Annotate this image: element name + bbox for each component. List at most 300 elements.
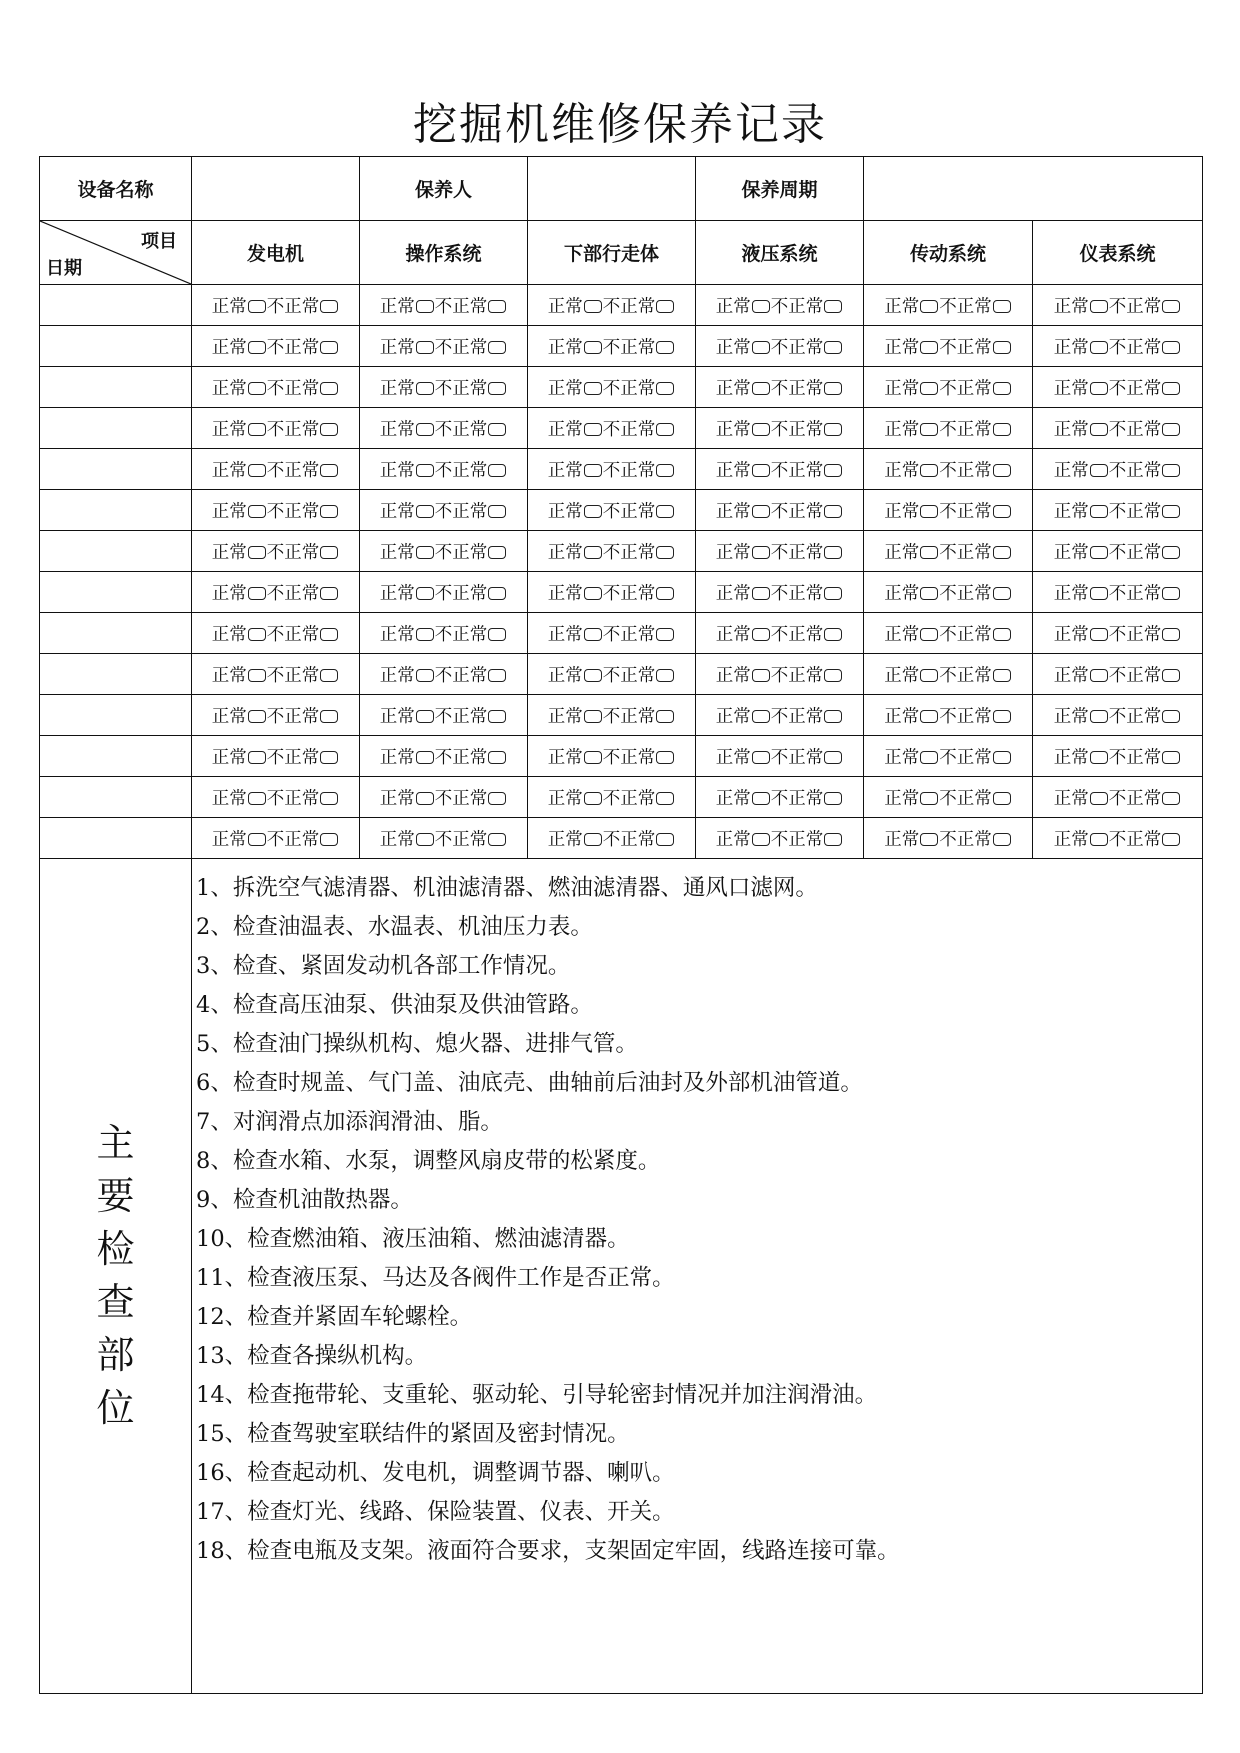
normal-label: 正常 [547, 665, 583, 686]
normal-label: 正常 [547, 501, 583, 522]
normal-checkbox[interactable] [1090, 300, 1108, 313]
abnormal-checkbox[interactable] [993, 464, 1011, 477]
normal-checkbox[interactable] [1090, 669, 1108, 682]
normal-checkbox[interactable] [248, 669, 266, 682]
abnormal-label: 不正常 [266, 337, 320, 358]
normal-checkbox[interactable] [1090, 546, 1108, 559]
abnormal-checkbox[interactable] [993, 792, 1011, 805]
normal-checkbox[interactable] [248, 300, 266, 313]
normal-checkbox[interactable] [752, 382, 770, 395]
normal-checkbox[interactable] [920, 751, 938, 764]
abnormal-checkbox[interactable] [824, 300, 842, 313]
normal-label: 正常 [379, 378, 415, 399]
date-cell[interactable] [40, 654, 192, 695]
normal-checkbox[interactable] [920, 341, 938, 354]
normal-checkbox[interactable] [1090, 587, 1108, 600]
item-label: 项目 [141, 231, 177, 252]
abnormal-label: 不正常 [770, 296, 824, 317]
abnormal-checkbox[interactable] [824, 423, 842, 436]
abnormal-checkbox[interactable] [656, 792, 674, 805]
normal-checkbox[interactable] [584, 423, 602, 436]
normal-checkbox[interactable] [584, 628, 602, 641]
inspection-item: 13、检查各操纵机构。 [196, 1343, 428, 1369]
normal-checkbox[interactable] [416, 423, 434, 436]
maintenance-record-table [39, 156, 1203, 1694]
status-cell [360, 777, 528, 818]
date-cell[interactable] [40, 367, 192, 408]
normal-checkbox[interactable] [752, 546, 770, 559]
abnormal-checkbox[interactable] [656, 628, 674, 641]
normal-checkbox[interactable] [584, 669, 602, 682]
abnormal-checkbox[interactable] [320, 710, 338, 723]
abnormal-label: 不正常 [1108, 829, 1162, 850]
normal-checkbox[interactable] [752, 464, 770, 477]
normal-checkbox[interactable] [1090, 628, 1108, 641]
abnormal-checkbox[interactable] [656, 833, 674, 846]
status-cell [192, 531, 360, 572]
normal-label: 正常 [379, 788, 415, 809]
normal-label: 正常 [211, 501, 247, 522]
normal-checkbox[interactable] [416, 464, 434, 477]
normal-checkbox[interactable] [920, 464, 938, 477]
inspection-item: 14、检查拖带轮、支重轮、驱动轮、引导轮密封情况并加注润滑油。 [196, 1382, 878, 1408]
status-cell [360, 818, 528, 859]
abnormal-checkbox[interactable] [993, 341, 1011, 354]
status-cell [696, 449, 864, 490]
abnormal-label: 不正常 [770, 337, 824, 358]
normal-checkbox[interactable] [248, 628, 266, 641]
abnormal-checkbox[interactable] [993, 300, 1011, 313]
normal-label: 正常 [715, 665, 751, 686]
normal-checkbox[interactable] [584, 833, 602, 846]
normal-checkbox[interactable] [920, 833, 938, 846]
abnormal-label: 不正常 [770, 419, 824, 440]
normal-label: 正常 [884, 337, 920, 358]
abnormal-checkbox[interactable] [320, 833, 338, 846]
abnormal-checkbox[interactable] [1162, 710, 1180, 723]
abnormal-label: 不正常 [602, 296, 656, 317]
abnormal-label: 不正常 [266, 460, 320, 481]
abnormal-checkbox[interactable] [1162, 341, 1180, 354]
normal-checkbox[interactable] [248, 423, 266, 436]
status-cell [1033, 449, 1203, 490]
abnormal-checkbox[interactable] [488, 669, 506, 682]
abnormal-checkbox[interactable] [320, 546, 338, 559]
normal-label: 正常 [379, 337, 415, 358]
abnormal-checkbox[interactable] [1162, 833, 1180, 846]
abnormal-label: 不正常 [770, 542, 824, 563]
normal-checkbox[interactable] [248, 505, 266, 518]
abnormal-checkbox[interactable] [488, 587, 506, 600]
record-row [40, 736, 1203, 777]
abnormal-checkbox[interactable] [1162, 505, 1180, 518]
equipment-name-field[interactable] [192, 157, 360, 221]
abnormal-checkbox[interactable] [1162, 382, 1180, 395]
date-cell[interactable] [40, 449, 192, 490]
maintenance-cycle-field[interactable] [864, 157, 1203, 221]
abnormal-checkbox[interactable] [320, 751, 338, 764]
abnormal-checkbox[interactable] [320, 505, 338, 518]
abnormal-checkbox[interactable] [488, 751, 506, 764]
status-cell [696, 818, 864, 859]
abnormal-label: 不正常 [266, 419, 320, 440]
abnormal-checkbox[interactable] [488, 464, 506, 477]
date-cell[interactable] [40, 818, 192, 859]
inspection-label-char: 查 [96, 1280, 135, 1324]
normal-checkbox[interactable] [920, 628, 938, 641]
abnormal-checkbox[interactable] [1162, 628, 1180, 641]
abnormal-label: 不正常 [602, 501, 656, 522]
abnormal-checkbox[interactable] [320, 423, 338, 436]
abnormal-checkbox[interactable] [824, 382, 842, 395]
status-cell [696, 736, 864, 777]
abnormal-label: 不正常 [939, 624, 992, 645]
status-cell [1033, 326, 1203, 367]
normal-label: 正常 [379, 583, 415, 604]
normal-checkbox[interactable] [1090, 833, 1108, 846]
date-label: 日期 [46, 258, 82, 279]
abnormal-label: 不正常 [266, 296, 320, 317]
normal-checkbox[interactable] [1090, 792, 1108, 805]
abnormal-label: 不正常 [939, 337, 992, 358]
normal-label: 正常 [547, 542, 583, 563]
normal-checkbox[interactable] [1090, 341, 1108, 354]
abnormal-checkbox[interactable] [824, 751, 842, 764]
normal-checkbox[interactable] [416, 300, 434, 313]
abnormal-label: 不正常 [1108, 624, 1162, 645]
normal-label: 正常 [1053, 583, 1089, 604]
abnormal-label: 不正常 [602, 583, 656, 604]
normal-label: 正常 [715, 583, 751, 604]
abnormal-label: 不正常 [939, 788, 992, 809]
date-cell[interactable] [40, 572, 192, 613]
normal-checkbox[interactable] [752, 833, 770, 846]
abnormal-checkbox[interactable] [488, 505, 506, 518]
inspection-label-char: 检 [96, 1227, 135, 1271]
abnormal-checkbox[interactable] [993, 505, 1011, 518]
normal-checkbox[interactable] [416, 751, 434, 764]
normal-checkbox[interactable] [248, 792, 266, 805]
abnormal-checkbox[interactable] [656, 341, 674, 354]
abnormal-checkbox[interactable] [488, 833, 506, 846]
abnormal-checkbox[interactable] [824, 792, 842, 805]
abnormal-checkbox[interactable] [656, 423, 674, 436]
abnormal-label: 不正常 [266, 501, 320, 522]
abnormal-checkbox[interactable] [320, 792, 338, 805]
status-cell [360, 490, 528, 531]
normal-checkbox[interactable] [920, 669, 938, 682]
abnormal-label: 不正常 [266, 583, 320, 604]
normal-checkbox[interactable] [1090, 382, 1108, 395]
abnormal-label: 不正常 [939, 296, 992, 317]
normal-label: 正常 [379, 501, 415, 522]
inspection-label-char: 主 [96, 1121, 135, 1165]
normal-checkbox[interactable] [584, 341, 602, 354]
status-cell [192, 777, 360, 818]
normal-checkbox[interactable] [584, 300, 602, 313]
status-cell [360, 613, 528, 654]
date-cell[interactable] [40, 695, 192, 736]
date-cell[interactable] [40, 531, 192, 572]
normal-checkbox[interactable] [416, 382, 434, 395]
status-cell [528, 695, 696, 736]
abnormal-checkbox[interactable] [488, 792, 506, 805]
normal-checkbox[interactable] [584, 587, 602, 600]
normal-checkbox[interactable] [920, 300, 938, 313]
normal-checkbox[interactable] [248, 710, 266, 723]
abnormal-checkbox[interactable] [488, 341, 506, 354]
maintenance-cycle-label: 保养周期 [696, 157, 864, 221]
abnormal-checkbox[interactable] [320, 341, 338, 354]
abnormal-label: 不正常 [602, 542, 656, 563]
normal-checkbox[interactable] [248, 833, 266, 846]
abnormal-checkbox[interactable] [488, 628, 506, 641]
abnormal-checkbox[interactable] [824, 628, 842, 641]
abnormal-checkbox[interactable] [993, 546, 1011, 559]
normal-checkbox[interactable] [416, 628, 434, 641]
normal-checkbox[interactable] [584, 710, 602, 723]
normal-checkbox[interactable] [752, 792, 770, 805]
abnormal-checkbox[interactable] [488, 300, 506, 313]
abnormal-checkbox[interactable] [993, 423, 1011, 436]
abnormal-checkbox[interactable] [824, 505, 842, 518]
record-row [40, 695, 1203, 736]
status-cell [1033, 818, 1203, 859]
normal-checkbox[interactable] [1090, 710, 1108, 723]
abnormal-checkbox[interactable] [824, 669, 842, 682]
normal-checkbox[interactable] [1090, 464, 1108, 477]
status-cell [864, 285, 1033, 326]
abnormal-checkbox[interactable] [656, 382, 674, 395]
normal-label: 正常 [211, 706, 247, 727]
abnormal-checkbox[interactable] [824, 587, 842, 600]
abnormal-checkbox[interactable] [656, 587, 674, 600]
normal-checkbox[interactable] [1090, 423, 1108, 436]
status-cell [360, 285, 528, 326]
abnormal-checkbox[interactable] [993, 382, 1011, 395]
inspection-label [40, 1117, 191, 1435]
date-cell[interactable] [40, 326, 192, 367]
abnormal-checkbox[interactable] [824, 833, 842, 846]
normal-checkbox[interactable] [1090, 505, 1108, 518]
normal-checkbox[interactable] [248, 751, 266, 764]
normal-label: 正常 [547, 706, 583, 727]
abnormal-checkbox[interactable] [488, 423, 506, 436]
abnormal-label: 不正常 [1108, 460, 1162, 481]
date-cell[interactable] [40, 408, 192, 449]
status-cell [696, 326, 864, 367]
abnormal-checkbox[interactable] [1162, 587, 1180, 600]
abnormal-checkbox[interactable] [656, 710, 674, 723]
abnormal-checkbox[interactable] [656, 669, 674, 682]
normal-checkbox[interactable] [248, 382, 266, 395]
normal-checkbox[interactable] [584, 751, 602, 764]
abnormal-checkbox[interactable] [993, 833, 1011, 846]
abnormal-checkbox[interactable] [1162, 669, 1180, 682]
normal-checkbox[interactable] [752, 710, 770, 723]
normal-label: 正常 [715, 706, 751, 727]
normal-checkbox[interactable] [752, 669, 770, 682]
abnormal-checkbox[interactable] [993, 669, 1011, 682]
normal-checkbox[interactable] [920, 546, 938, 559]
normal-checkbox[interactable] [584, 792, 602, 805]
inspection-item: 3、检查、紧固发动机各部工作情况。 [196, 953, 571, 979]
abnormal-label: 不正常 [602, 378, 656, 399]
abnormal-checkbox[interactable] [320, 382, 338, 395]
abnormal-checkbox[interactable] [320, 464, 338, 477]
normal-checkbox[interactable] [416, 587, 434, 600]
abnormal-checkbox[interactable] [320, 300, 338, 313]
normal-label: 正常 [715, 542, 751, 563]
normal-checkbox[interactable] [920, 710, 938, 723]
abnormal-label: 不正常 [939, 378, 992, 399]
normal-checkbox[interactable] [752, 300, 770, 313]
abnormal-label: 不正常 [434, 296, 488, 317]
status-cell [528, 326, 696, 367]
status-cell [360, 572, 528, 613]
abnormal-checkbox[interactable] [993, 751, 1011, 764]
record-rows [40, 285, 1203, 859]
status-cell [192, 736, 360, 777]
normal-checkbox[interactable] [752, 423, 770, 436]
abnormal-checkbox[interactable] [824, 710, 842, 723]
date-cell[interactable] [40, 736, 192, 777]
normal-checkbox[interactable] [752, 587, 770, 600]
abnormal-checkbox[interactable] [824, 546, 842, 559]
abnormal-checkbox[interactable] [824, 341, 842, 354]
record-row [40, 285, 1203, 326]
abnormal-label: 不正常 [266, 542, 320, 563]
abnormal-checkbox[interactable] [320, 669, 338, 682]
abnormal-checkbox[interactable] [1162, 792, 1180, 805]
normal-checkbox[interactable] [752, 505, 770, 518]
abnormal-checkbox[interactable] [656, 505, 674, 518]
status-cell [1033, 695, 1203, 736]
abnormal-label: 不正常 [434, 542, 488, 563]
normal-checkbox[interactable] [248, 587, 266, 600]
abnormal-checkbox[interactable] [488, 710, 506, 723]
abnormal-label: 不正常 [939, 747, 992, 768]
abnormal-label: 不正常 [602, 788, 656, 809]
abnormal-checkbox[interactable] [320, 587, 338, 600]
abnormal-checkbox[interactable] [1162, 300, 1180, 313]
abnormal-label: 不正常 [434, 378, 488, 399]
abnormal-label: 不正常 [1108, 337, 1162, 358]
status-cell [528, 818, 696, 859]
abnormal-checkbox[interactable] [1162, 751, 1180, 764]
abnormal-checkbox[interactable] [488, 382, 506, 395]
normal-label: 正常 [211, 583, 247, 604]
normal-checkbox[interactable] [752, 628, 770, 641]
normal-checkbox[interactable] [416, 792, 434, 805]
inspection-item: 4、检查高压油泵、供油泵及供油管路。 [196, 992, 593, 1018]
abnormal-checkbox[interactable] [320, 628, 338, 641]
abnormal-checkbox[interactable] [993, 587, 1011, 600]
normal-checkbox[interactable] [1090, 751, 1108, 764]
normal-label: 正常 [715, 624, 751, 645]
normal-checkbox[interactable] [416, 710, 434, 723]
inspection-item: 7、对润滑点加添润滑油、脂。 [196, 1109, 503, 1135]
normal-label: 正常 [715, 419, 751, 440]
abnormal-label: 不正常 [602, 706, 656, 727]
normal-checkbox[interactable] [584, 382, 602, 395]
status-cell [864, 736, 1033, 777]
abnormal-checkbox[interactable] [656, 751, 674, 764]
status-cell [192, 695, 360, 736]
status-cell [528, 736, 696, 777]
normal-label: 正常 [884, 583, 920, 604]
abnormal-label: 不正常 [434, 747, 488, 768]
inspection-label-char: 要 [96, 1174, 135, 1218]
status-cell [360, 531, 528, 572]
abnormal-checkbox[interactable] [656, 464, 674, 477]
normal-label: 正常 [715, 747, 751, 768]
abnormal-checkbox[interactable] [656, 546, 674, 559]
normal-checkbox[interactable] [920, 505, 938, 518]
normal-label: 正常 [884, 378, 920, 399]
normal-checkbox[interactable] [920, 587, 938, 600]
status-cell [528, 531, 696, 572]
status-cell [1033, 654, 1203, 695]
normal-checkbox[interactable] [752, 751, 770, 764]
status-cell [192, 613, 360, 654]
normal-label: 正常 [547, 747, 583, 768]
abnormal-checkbox[interactable] [1162, 423, 1180, 436]
normal-checkbox[interactable] [752, 341, 770, 354]
status-cell [528, 490, 696, 531]
abnormal-label: 不正常 [434, 583, 488, 604]
normal-checkbox[interactable] [248, 546, 266, 559]
inspection-row [40, 859, 1203, 1694]
normal-label: 正常 [547, 624, 583, 645]
date-cell[interactable] [40, 490, 192, 531]
abnormal-checkbox[interactable] [1162, 546, 1180, 559]
normal-checkbox[interactable] [920, 423, 938, 436]
abnormal-label: 不正常 [602, 419, 656, 440]
abnormal-checkbox[interactable] [656, 300, 674, 313]
inspection-item: 1、拆洗空气滤清器、机油滤清器、燃油滤清器、通风口滤网。 [196, 875, 818, 901]
abnormal-label: 不正常 [434, 460, 488, 481]
normal-checkbox[interactable] [416, 341, 434, 354]
normal-checkbox[interactable] [416, 669, 434, 682]
abnormal-label: 不正常 [1108, 706, 1162, 727]
abnormal-checkbox[interactable] [993, 628, 1011, 641]
record-row [40, 490, 1203, 531]
date-cell[interactable] [40, 613, 192, 654]
inspection-label-cell [40, 859, 192, 1694]
abnormal-checkbox[interactable] [824, 464, 842, 477]
normal-checkbox[interactable] [416, 833, 434, 846]
abnormal-checkbox[interactable] [1162, 464, 1180, 477]
normal-checkbox[interactable] [920, 792, 938, 805]
normal-label: 正常 [884, 501, 920, 522]
normal-checkbox[interactable] [584, 505, 602, 518]
normal-checkbox[interactable] [584, 464, 602, 477]
normal-checkbox[interactable] [920, 382, 938, 395]
date-cell[interactable] [40, 285, 192, 326]
normal-checkbox[interactable] [416, 505, 434, 518]
date-cell[interactable] [40, 777, 192, 818]
normal-checkbox[interactable] [248, 341, 266, 354]
status-cell [864, 531, 1033, 572]
abnormal-checkbox[interactable] [488, 546, 506, 559]
normal-checkbox[interactable] [248, 464, 266, 477]
normal-checkbox[interactable] [416, 546, 434, 559]
normal-checkbox[interactable] [584, 546, 602, 559]
abnormal-checkbox[interactable] [993, 710, 1011, 723]
normal-label: 正常 [379, 542, 415, 563]
maintainer-field[interactable] [528, 157, 696, 221]
